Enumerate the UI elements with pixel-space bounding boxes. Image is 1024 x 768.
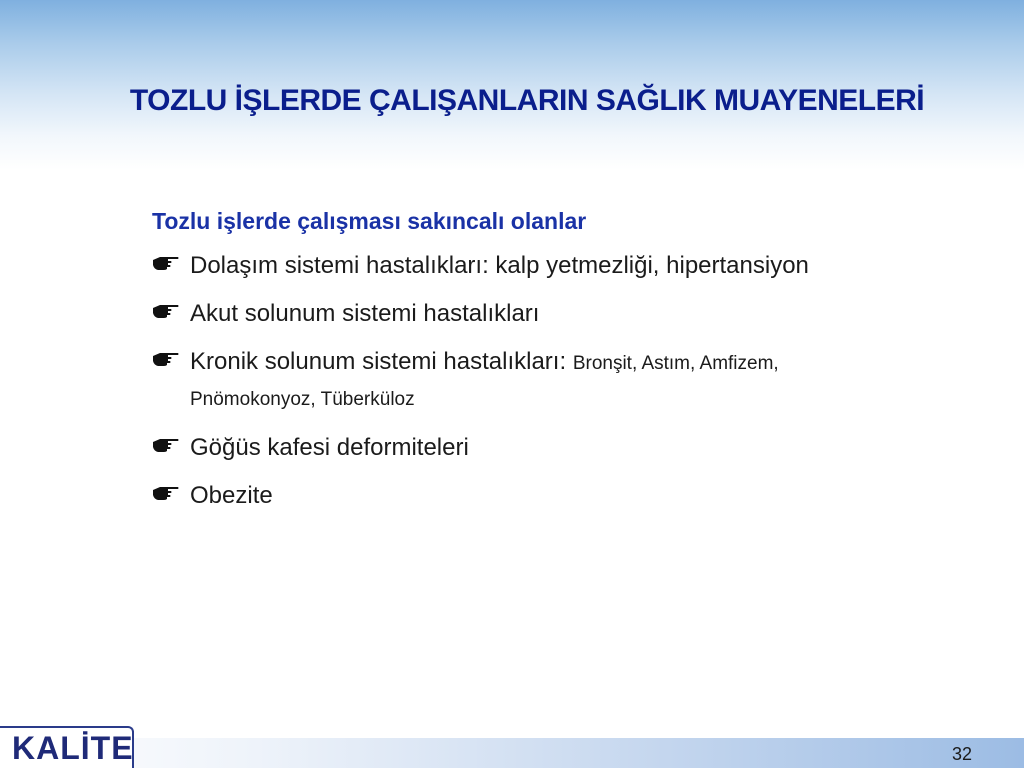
bullet-detail: Bronşit, Astım, Amfizem, Pnömokonyoz, Tüberküloz [190,353,779,410]
content-subheading: Tozlu işlerde çalışması sakıncalı olanlar [152,208,587,234]
pointing-hand-icon [152,481,180,505]
bullet-text: Kronik solunum sistemi hastalıkları: [190,348,573,375]
pointing-hand-icon [152,251,180,275]
pointing-hand-icon [152,347,180,371]
slide-content [152,208,872,527]
footer-gradient-band [0,738,1024,768]
bullet-item [152,479,872,513]
pointing-hand-icon [152,433,180,457]
kalite-logo [0,726,134,768]
bullet-text: Göğüs kafesi deformiteleri [190,434,469,461]
bullet-text: Akut solunum sistemi hastalıkları [190,300,540,327]
logo-text: KALİTE [12,730,134,766]
bullet-text: Dolaşım sistemi hastalıkları: kalp yetmezliği, hipertansiyon [190,252,809,279]
bullet-item [152,297,872,331]
slide-title: TOZLU İŞLERDE ÇALIŞANLARIN SAĞLIK MUAYENELERİ [129,84,925,117]
bullet-item [152,431,872,465]
bullet-item [152,345,872,417]
pointing-hand-icon [152,299,180,323]
page-number: 32 [951,744,972,764]
bullet-item [152,249,872,283]
bullet-text: Obezite [190,482,273,509]
